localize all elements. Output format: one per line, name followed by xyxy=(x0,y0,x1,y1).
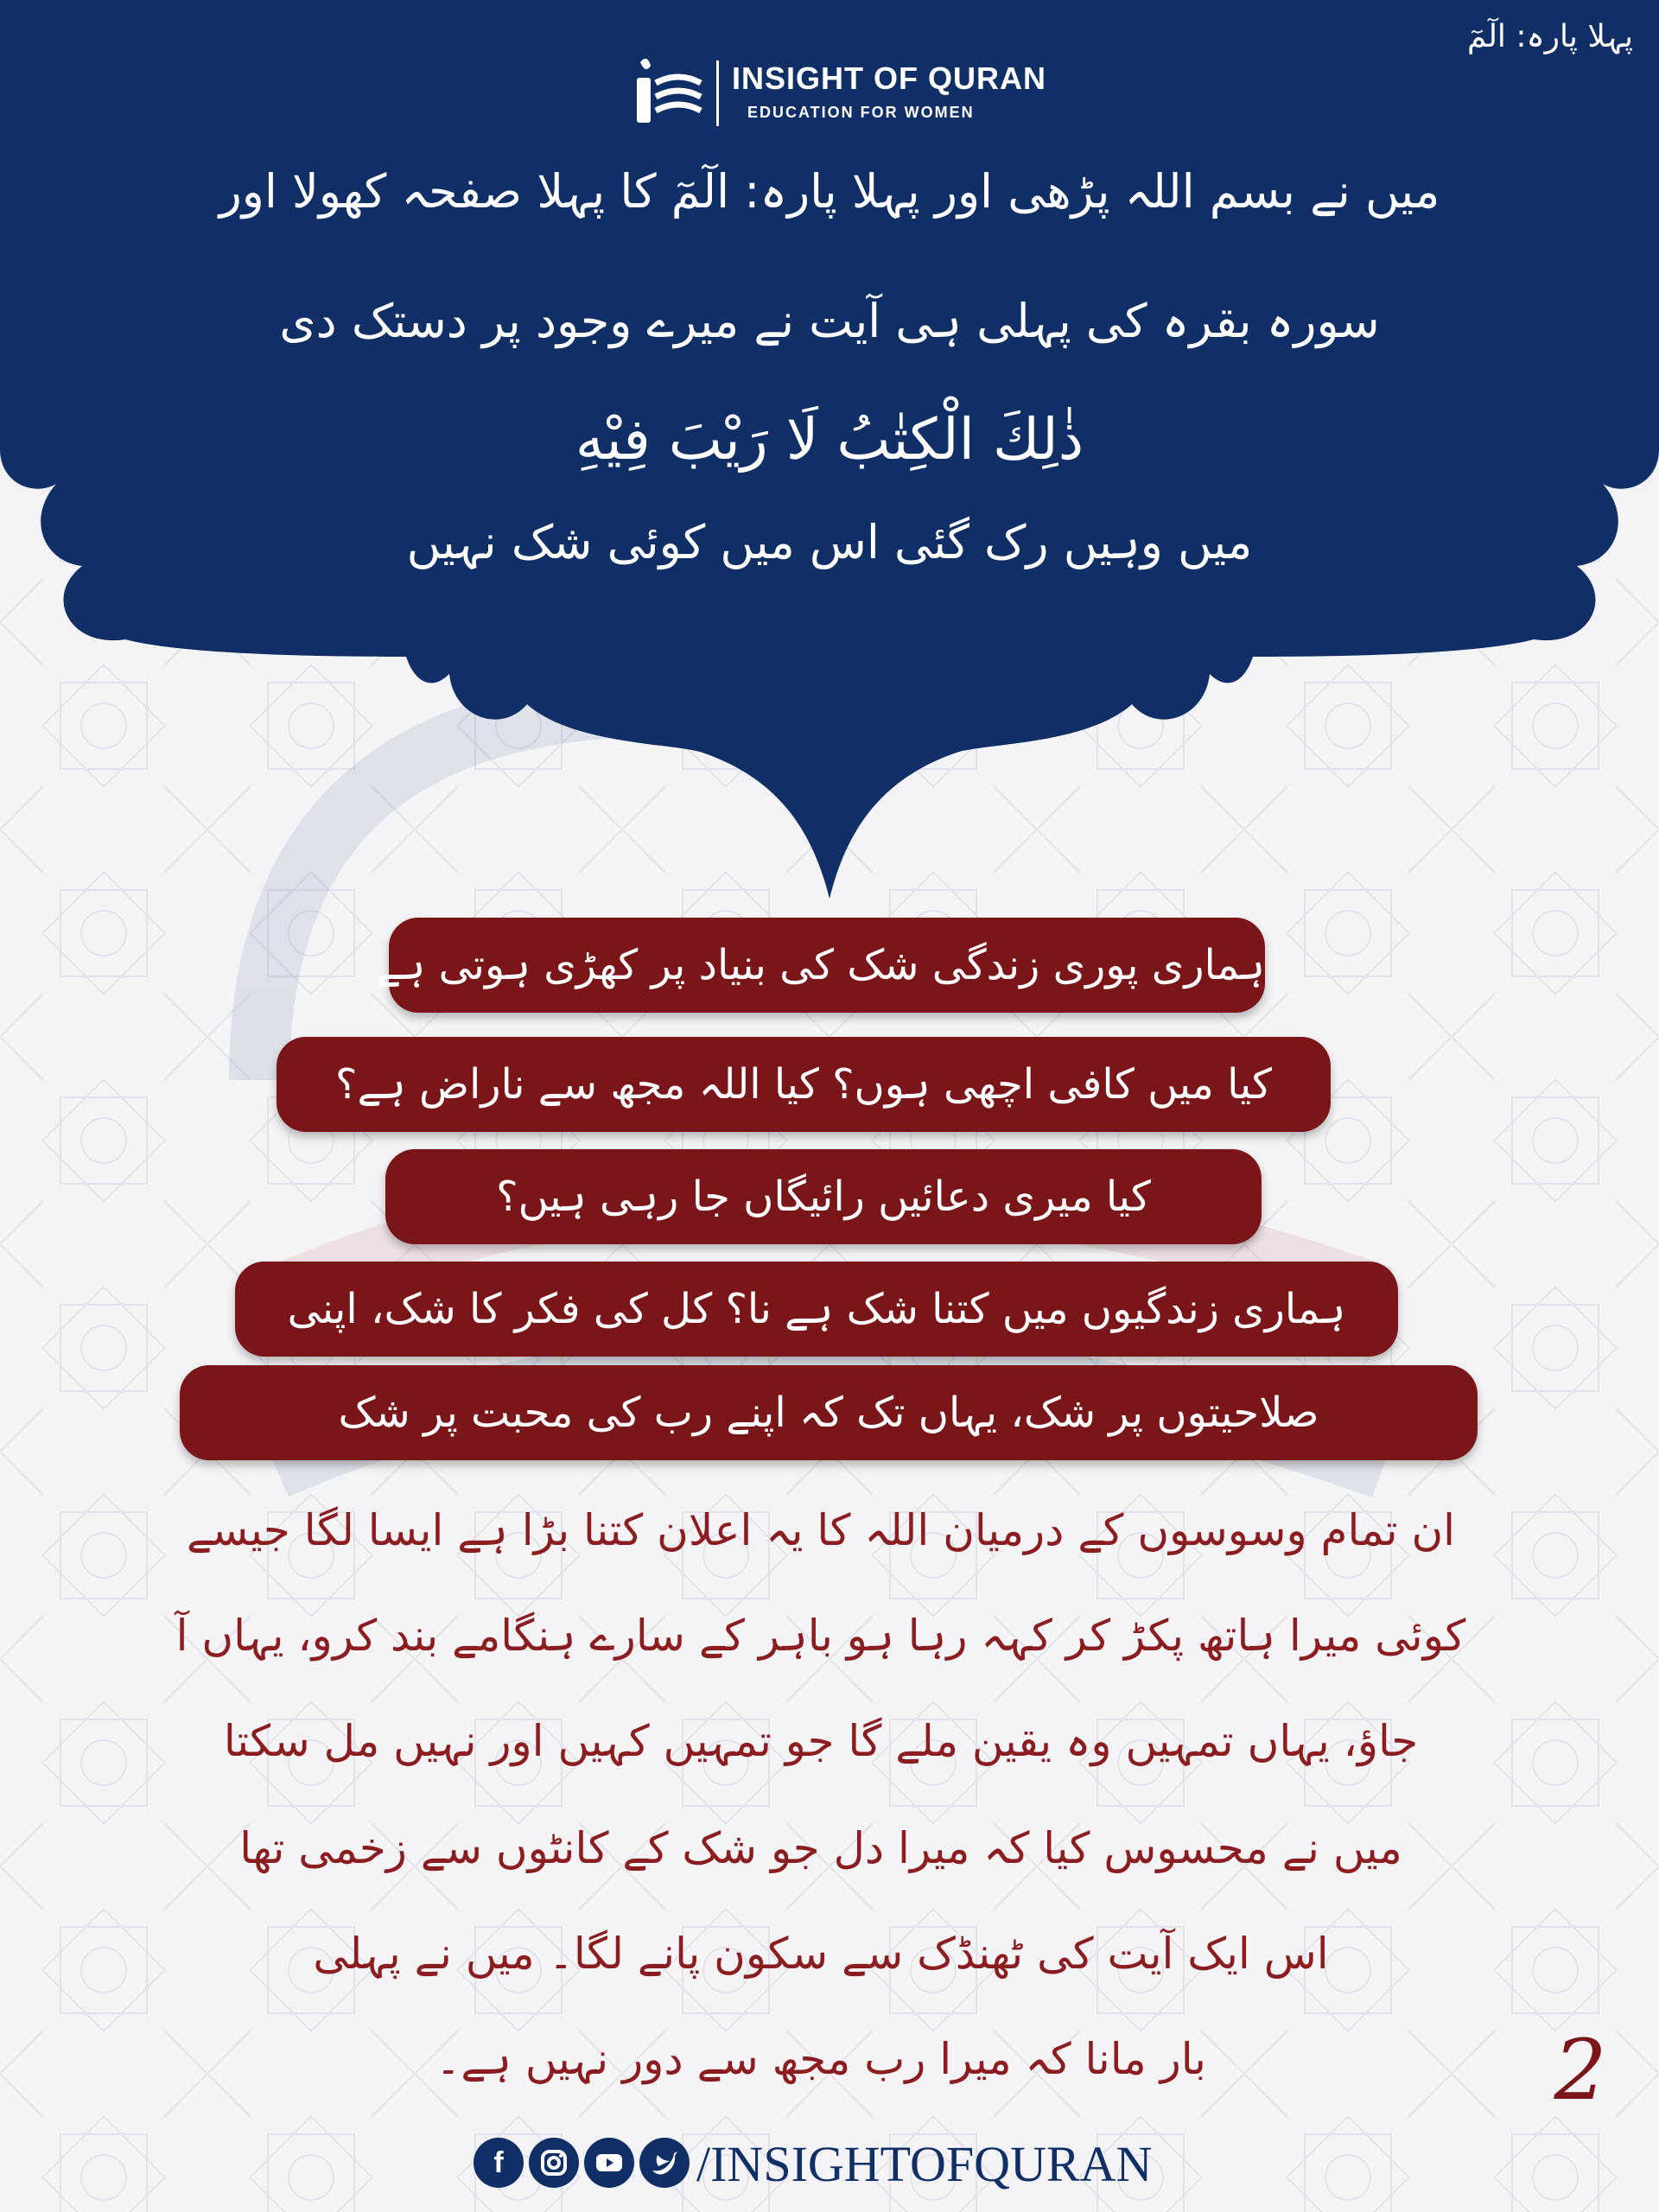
logo-mark-icon xyxy=(626,54,704,131)
doubt-pill-2: کیا میں کافی اچھی ہوں؟ کیا اللہ مجھ سے ناراض ہے؟ xyxy=(276,1037,1331,1132)
twitter-glyph xyxy=(639,2138,690,2188)
doubt-pill-1: ہماری پوری زندگی شک کی بنیاد پر کھڑی ہوتی ہے xyxy=(389,918,1265,1013)
page-number: 2 xyxy=(1554,2022,1607,2119)
youtube-glyph xyxy=(584,2138,634,2188)
juz-label: پہلا پارہ: الٓمٓ xyxy=(1466,19,1633,54)
body-line-4: میں نے محسوس کیا کہ میرا دل جو شک کے کانٹوں سے زخمی تھا xyxy=(239,1823,1402,1873)
doubt-pill-5: صلاحیتوں پر شک، یہاں تک کہ اپنے رب کی محبت پر شک xyxy=(180,1365,1478,1460)
social-handle[interactable]: /INSIGHTOFQURAN xyxy=(696,2136,1153,2192)
body-line-5: اس ایک آیت کی ٹھنڈک سے سکون پانے لگا۔ میں نے پہلی xyxy=(313,1929,1329,1979)
header-line-1: میں نے بسم اللہ پڑھی اور پہلا پارہ: الٓمٓ کا پہلا صفحہ کھولا اور xyxy=(219,164,1440,219)
body-line-6: بار مانا کہ میرا رب مجھ سے دور نہیں ہے۔ xyxy=(435,2034,1206,2084)
logo-divider xyxy=(716,60,719,126)
social-footer xyxy=(474,2133,1208,2196)
body-line-3: جاؤ، یہاں تمہیں وہ یقین ملے گا جو تمہیں کہیں اور نہیں مل سکتا xyxy=(223,1716,1419,1766)
brand-logo xyxy=(626,50,1046,137)
logo-subtitle: EDUCATION FOR WOMEN xyxy=(747,104,975,121)
body-line-1: ان تمام وسوسوں کے درمیان اللہ کا یہ اعلان کتنا بڑا ہے ایسا لگا جیسے xyxy=(186,1505,1456,1555)
instagram-icon[interactable] xyxy=(529,2138,579,2188)
body-line-2: کوئی میرا ہاتھ پکڑ کر کہہ رہا ہو باہر کے سارے ہنگامے بند کرو، یہاں آ xyxy=(175,1611,1466,1661)
instagram-glyph xyxy=(529,2138,579,2188)
facebook-icon[interactable]: f xyxy=(474,2138,524,2188)
youtube-icon[interactable] xyxy=(584,2138,634,2188)
twitter-icon[interactable] xyxy=(639,2138,690,2188)
header-line-4: میں وہیں رک گئی اس میں کوئی شک نہیں xyxy=(406,515,1253,569)
ayah-arabic: ذٰلِكَ الْكِتٰبُ لَا رَيْبَ فِيْهِ xyxy=(575,406,1084,473)
header-line-2: سورہ بقرہ کی پہلی ہی آیت نے میرے وجود پر دستک دی xyxy=(279,294,1380,348)
doubt-pill-4: ہماری زندگیوں میں کتنا شک ہے نا؟ کل کی فکر کا شک، اپنی xyxy=(235,1262,1398,1357)
doubt-pill-3: کیا میری دعائیں رائیگاں جا رہی ہیں؟ xyxy=(385,1149,1262,1244)
logo-title: INSIGHT OF QURAN xyxy=(732,60,1046,96)
